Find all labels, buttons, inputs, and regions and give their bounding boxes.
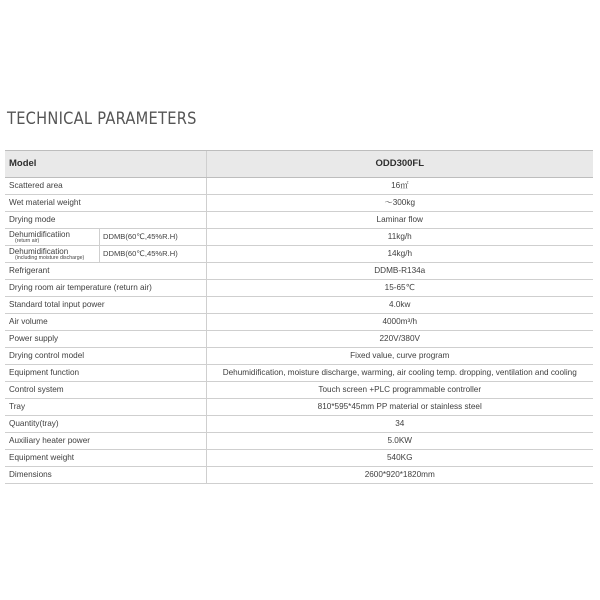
- row-value: 11kg/h: [206, 229, 593, 246]
- row-label: Quantity(tray): [5, 416, 206, 433]
- row-label: Refrigerant: [5, 263, 206, 280]
- row-label: Drying control model: [5, 348, 206, 365]
- header-model-value: ODD300FL: [206, 151, 593, 178]
- row-value: 16㎡: [206, 178, 593, 195]
- row-label: Equipment function: [5, 365, 206, 382]
- row-value: ～300kg: [206, 195, 593, 212]
- page-title: TECHNICAL PARAMETERS: [7, 109, 197, 129]
- table-row: [5, 195, 593, 212]
- row-label: Dehumidificatiion: [9, 229, 70, 239]
- table-header-row: [5, 151, 593, 178]
- row-value: 14kg/h: [206, 246, 593, 263]
- row-value: 540KG: [206, 450, 593, 467]
- row-label: Power supply: [5, 331, 206, 348]
- row-sublabel: (including moisture discharge): [15, 254, 85, 261]
- table-row: [5, 348, 593, 365]
- row-label: Drying mode: [5, 212, 206, 229]
- table-row: [5, 467, 593, 484]
- row-label: Drying room air temperature (return air): [5, 280, 206, 297]
- row-label: Dimensions: [5, 467, 206, 484]
- table-row: [5, 246, 593, 263]
- row-value: DDMB-R134a: [206, 263, 593, 280]
- row-value: 4000m³/h: [206, 314, 593, 331]
- row-sublabel: (return air): [15, 237, 40, 244]
- row-value: 220V/380V: [206, 331, 593, 348]
- table-row: [5, 263, 593, 280]
- table-row: [5, 212, 593, 229]
- table-row: [5, 450, 593, 467]
- row-label: Tray: [5, 399, 206, 416]
- technical-parameters-table: [5, 150, 593, 484]
- row-value: Laminar flow: [206, 212, 593, 229]
- row-label: Equipment weight: [5, 450, 206, 467]
- table-row: [5, 382, 593, 399]
- row-condition: DDMB(60℃,45%R.H): [99, 246, 206, 262]
- row-label: Dehumidification: [9, 246, 69, 256]
- row-value: Dehumidification, moisture discharge, warming, air cooling temp. dropping, ventilation and cooling: [206, 365, 593, 382]
- table-row: [5, 314, 593, 331]
- row-value: Fixed value, curve program: [206, 348, 593, 365]
- table-row: [5, 433, 593, 450]
- table-row: [5, 178, 593, 195]
- row-label: Scattered area: [5, 178, 206, 195]
- row-condition: DDMB(60℃,45%R.H): [99, 229, 206, 245]
- row-value: Touch screen +PLC programmable controller: [206, 382, 593, 399]
- table-row: [5, 229, 593, 246]
- table-row: [5, 399, 593, 416]
- table-row: [5, 297, 593, 314]
- row-label-split: [5, 229, 206, 246]
- row-value: 4.0kw: [206, 297, 593, 314]
- row-label-split: [5, 246, 206, 263]
- row-value: 2600*920*1820mm: [206, 467, 593, 484]
- row-label: Air volume: [5, 314, 206, 331]
- row-value: 15-65℃: [206, 280, 593, 297]
- table-row: [5, 331, 593, 348]
- table-row: [5, 280, 593, 297]
- row-label: Auxiliary heater power: [5, 433, 206, 450]
- row-label: Control system: [5, 382, 206, 399]
- row-value: 5.0KW: [206, 433, 593, 450]
- row-label: Wet material weight: [5, 195, 206, 212]
- row-value: 810*595*45mm PP material or stainless steel: [206, 399, 593, 416]
- table-row: [5, 416, 593, 433]
- table-row: [5, 365, 593, 382]
- header-label: Model: [5, 151, 206, 178]
- row-label: Standard total input power: [5, 297, 206, 314]
- row-value: 34: [206, 416, 593, 433]
